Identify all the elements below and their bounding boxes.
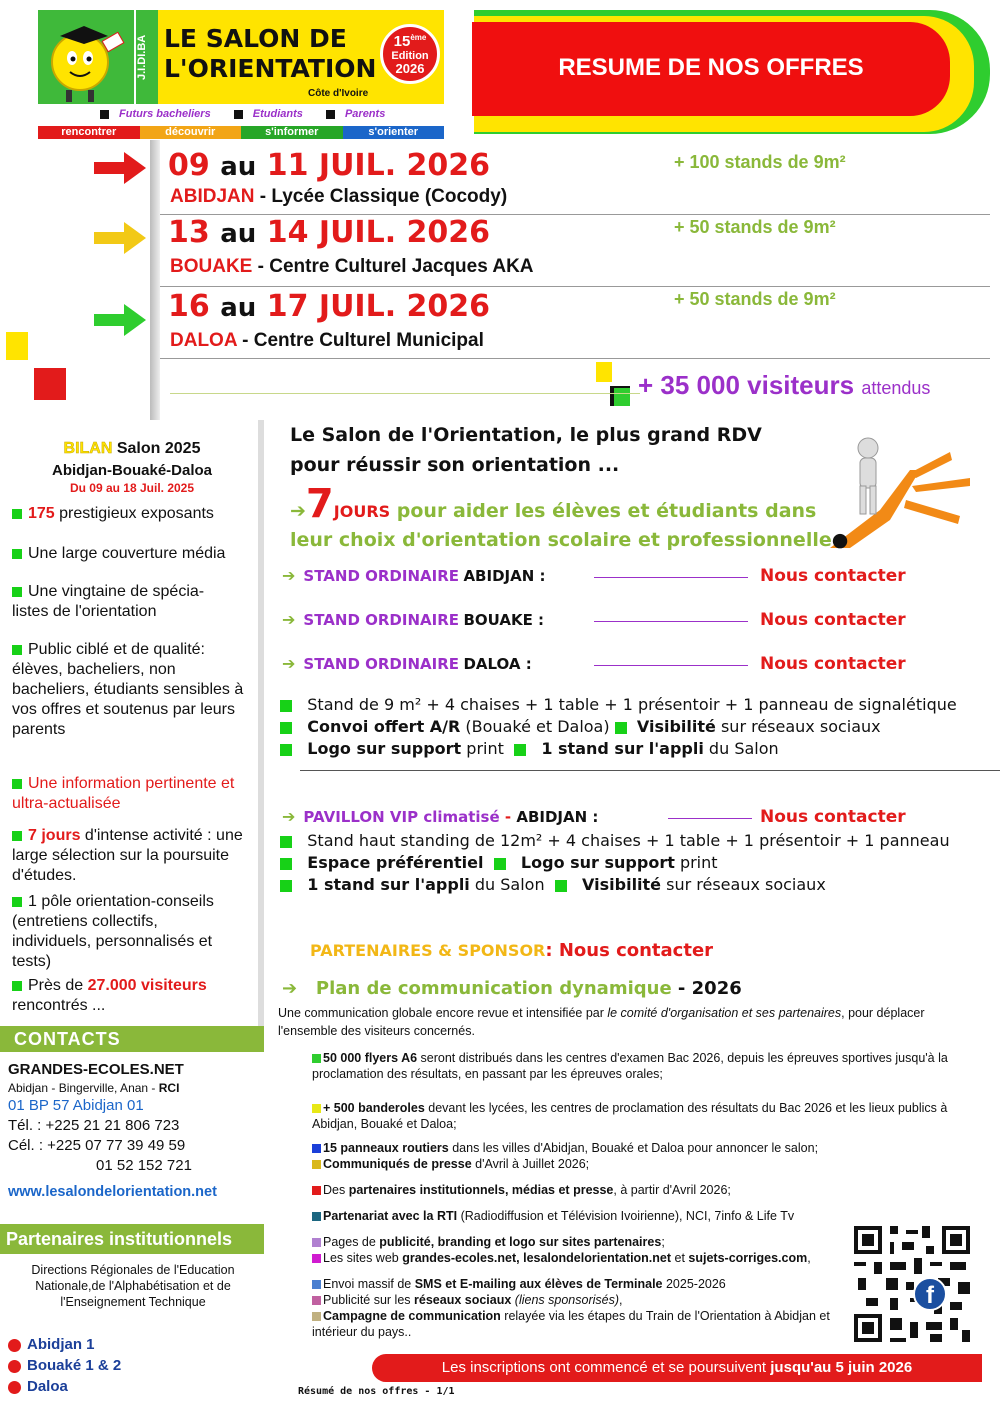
verbs-bar <box>38 126 444 139</box>
comm-plan-intro <box>278 1004 978 1040</box>
comm-item-prefix: Envoi massif de <box>323 1277 415 1291</box>
bilan-item <box>12 640 262 740</box>
bilan-title: BILAN <box>63 440 113 457</box>
verb-item: s'orienter <box>343 126 445 139</box>
bilan-item <box>12 774 262 814</box>
comm-item-bold: grandes-ecoles.net, lesalondelorientation.net <box>402 1251 672 1265</box>
stand-city: DALOA : <box>463 655 532 673</box>
partner-city: Daloa <box>27 1378 68 1395</box>
event-venue: - Centre Culturel Municipal <box>236 330 484 351</box>
partner-city: Abidjan 1 <box>27 1336 95 1353</box>
bilan-item-text: rencontrés ... <box>12 997 106 1014</box>
feature-text: Stand haut standing de 12m² + 4 chaises + 1 table + 1 présentoir + 1 panneau <box>307 831 950 850</box>
comm-item-bold: Campagne de communication <box>323 1309 501 1323</box>
comm-item-text: , à partir d'Avril 2026; <box>613 1183 731 1197</box>
partner-city: Bouaké 1 & 2 <box>27 1357 122 1374</box>
bilan-item-highlight: 175 <box>28 505 55 522</box>
comm-item-prefix: Publicité sur les <box>323 1293 415 1307</box>
left-shadow-strip <box>150 140 160 420</box>
partners-colon: : <box>545 940 553 961</box>
footer-banner-date: jusqu'au 5 juin 2026 <box>770 1359 913 1376</box>
event-stands: + 50 stands de 9m² <box>674 289 836 309</box>
feature-bold: Visibilité <box>636 717 716 736</box>
deco-square <box>596 362 612 382</box>
comm-item-text: , <box>807 1251 811 1265</box>
intro-jours: JOURS <box>333 502 391 521</box>
event-city: BOUAKE <box>170 256 253 277</box>
comm-item <box>312 1276 832 1292</box>
mascot-icon <box>38 10 134 104</box>
intro-big-number: 7 <box>305 481 334 527</box>
comm-item-text: et <box>671 1251 689 1265</box>
stand-row: ➔ STAND ORDINAIRE BOUAKE : Nous contacter <box>282 610 906 630</box>
verb-item: rencontrer <box>38 126 140 139</box>
comm-item-bold: publicité, branding et logo sur sites partenaires <box>379 1235 662 1249</box>
intro-text-1: pour aider les élèves et étudiants dans <box>396 500 817 522</box>
comm-item-text: 2025-2026 <box>662 1277 726 1291</box>
bilan-header <box>0 440 264 495</box>
event-au: au <box>220 219 257 249</box>
intro-headline-1: Le Salon de l'Orientation, le plus grand RDV <box>290 424 762 446</box>
target-item: Etudiants <box>252 108 303 120</box>
qr-code-icon[interactable] <box>850 1222 974 1346</box>
edition-badge <box>380 24 440 84</box>
feature-text: sur réseaux sociaux <box>715 717 881 736</box>
partners-line <box>310 940 713 961</box>
feature-text: du Salon <box>469 875 545 894</box>
bilan-item <box>12 976 262 1016</box>
comm-intro-text: , pour déplacer l'ensemble des visiteurs concernés. <box>278 1006 925 1038</box>
logo-title-line-1: LE SALON DE <box>164 24 347 53</box>
edition-year: 2026 <box>395 61 425 76</box>
bilan-item-highlight: 7 jours <box>28 827 81 844</box>
red-arrow-icon <box>92 150 148 186</box>
comm-item <box>312 1156 978 1172</box>
comm-item <box>312 1140 978 1156</box>
feature-line <box>280 852 718 874</box>
logo-title-line-2: L'ORIENTATION <box>164 54 377 83</box>
bilan-item-text: 1 pôle orientation-conseils (entretiens collectifs, individuels, personnalisés et tests) <box>12 893 214 970</box>
stand-city: BOUAKE : <box>463 611 545 629</box>
logo-vertical-text: J.I.DI.BA <box>136 10 158 104</box>
contacts-country: RCI <box>158 1081 180 1095</box>
bilan-item-text: Une large couverture média <box>28 545 226 562</box>
event-end: 17 JUIL. 2026 <box>266 289 491 324</box>
feature-bold: Logo sur support <box>307 739 462 758</box>
bilan-item-text: Une information pertinente et ultra-actualisée <box>12 775 235 812</box>
intro-headline-2: pour réussir son orientation ... <box>290 454 620 476</box>
event-venue: - Lycée Classique (Cocody) <box>254 186 508 207</box>
yellow-arrow-icon <box>92 220 148 256</box>
contact-link[interactable]: Nous contacter <box>760 807 906 827</box>
event-end: 14 JUIL. 2026 <box>266 215 491 250</box>
contact-link[interactable]: Nous contacter <box>760 610 906 630</box>
target-item: Futurs bacheliers <box>119 108 211 120</box>
partenaires-text: Directions Régionales de l'Education Nationale,de l'Alphabétisation et de l'Enseignement Technique <box>31 1263 235 1309</box>
bilan-item-prefix: Près de <box>28 977 88 994</box>
contacts-block <box>8 1060 258 1202</box>
intro-seven-days: ➔7JOURS pour aider les élèves et étudiants dans <box>290 481 817 527</box>
feature-text: (Bouaké et Daloa) <box>460 717 610 736</box>
comm-item-italic: (liens sponsorisés) <box>514 1293 620 1307</box>
vip-dash: - <box>499 808 517 826</box>
contacts-bp: 01 BP 57 Abidjan 01 <box>8 1097 144 1114</box>
green-arrow-icon <box>92 302 148 338</box>
edition-number: 15 <box>393 33 411 50</box>
comm-item <box>312 1292 832 1308</box>
feature-bold: Espace préférentiel <box>307 853 484 872</box>
comm-item-text: ; <box>661 1235 665 1249</box>
partenaires-cities <box>8 1334 121 1397</box>
comm-item-text: dans les villes d'Abidjan, Bouaké et Daloa pour annoncer le salon; <box>448 1141 819 1155</box>
visitors-suffix: attendus <box>861 378 931 398</box>
bilan-item-text: d'intense activité : une large sélection sur la poursuite d'études. <box>12 827 243 884</box>
event-place <box>170 256 534 278</box>
contacts-tel: Tél. : +225 21 21 806 723 <box>8 1117 180 1134</box>
intro-text-2: leur choix d'orientation scolaire et professionnelle <box>290 529 832 551</box>
contacts-org: GRANDES-ECOLES.NET <box>8 1061 184 1078</box>
partners-label: PARTENAIRES & SPONSOR <box>310 941 546 960</box>
comm-intro-text: Une communication globale encore revue et intensifiée par <box>278 1006 608 1020</box>
stand-name: STAND ORDINAIRE <box>303 655 459 673</box>
comm-item-bold: partenaires institutionnels, médias et presse <box>348 1183 614 1197</box>
feature-bold: Convoi offert A/R <box>307 717 461 736</box>
comm-plan-title: ➔ Plan de communication dynamique - 2026 <box>282 978 742 999</box>
feature-bold: 1 stand sur l'appli <box>541 739 704 758</box>
contacts-cel2: 01 52 152 721 <box>96 1157 192 1174</box>
feature-text: print <box>461 739 504 758</box>
comm-item <box>312 1050 978 1082</box>
divider <box>300 770 1000 771</box>
event-venue: - Centre Culturel Jacques AKA <box>252 256 534 277</box>
website-link[interactable]: www.lesalondelorientation.net <box>8 1184 217 1200</box>
logo-title <box>158 10 444 104</box>
comm-item-bold: 50 000 flyers A6 <box>323 1051 418 1065</box>
visitors-count <box>638 370 930 401</box>
event-end: 11 JUIL. 2026 <box>266 148 491 183</box>
verb-item: s'informer <box>241 126 343 139</box>
event-dates <box>168 215 490 250</box>
deco-square <box>6 332 28 360</box>
vip-city: ABIDJAN : <box>516 808 599 826</box>
divider <box>160 358 990 359</box>
deco-square <box>610 386 630 406</box>
bilan-dates: Du 09 au 18 Juil. 2025 <box>69 481 195 495</box>
bilan-item-text: Une vingtaine de spécia-listes de l'orientation <box>12 583 205 620</box>
partenaires-heading: Partenaires institutionnels <box>0 1224 264 1254</box>
comm-item-bold: Communiqués de presse <box>323 1157 472 1171</box>
comm-item-bold: + 500 banderoles <box>323 1101 425 1115</box>
event-start: 13 <box>168 215 210 250</box>
feature-bold: 1 stand sur l'appli <box>307 875 470 894</box>
intro-headline <box>290 420 762 480</box>
facebook-icon: f <box>926 1282 934 1310</box>
bilan-item-text: Public ciblé et de qualité: élèves, bacheliers, non bacheliers, étudiants sensibles à vos offres et soutenus par leurs parents <box>12 641 244 738</box>
comm-item-text: d'Avril à Juillet 2026; <box>471 1157 590 1171</box>
deco-square <box>34 368 66 400</box>
target-audiences <box>100 108 444 120</box>
feature-text: Stand de 9 m² + 4 chaises + 1 table + 1 présentoir + 1 panneau de signalétique <box>307 695 957 714</box>
comm-item-bold: SMS et E-mailing aux élèves de Terminale <box>414 1277 663 1291</box>
feature-line <box>280 874 826 896</box>
comm-item-text: devant les lycées, les centres de proclamation des résultats du Bac 2026 et les lieux publics à Abidjan, Bouaké et Daloa; <box>312 1101 948 1131</box>
stand-city: ABIDJAN : <box>463 567 546 585</box>
event-stands: + 50 stands de 9m² <box>674 217 836 237</box>
event-city: DALOA <box>170 330 237 351</box>
event-stands: + 100 stands de 9m² <box>674 152 846 172</box>
event-dates <box>168 148 490 183</box>
bilan-item <box>12 582 262 622</box>
logo-country: Côte d'Ivoire <box>308 88 369 99</box>
contact-link[interactable]: Nous contacter <box>760 566 906 586</box>
feature-line <box>280 716 881 738</box>
event-au: au <box>220 293 257 323</box>
event-city: ABIDJAN <box>170 186 255 207</box>
event-au: au <box>220 152 257 182</box>
vip-name: PAVILLON VIP climatisé <box>303 808 500 826</box>
feature-text: print <box>674 853 718 872</box>
target-item: Parents <box>344 108 386 120</box>
event-start: 16 <box>168 289 210 324</box>
stand-row: ➔ STAND ORDINAIRE ABIDJAN : Nous contacter <box>282 566 906 586</box>
vip-row: ➔ PAVILLON VIP climatisé - ABIDJAN : Nous contacter <box>282 807 906 827</box>
page-footer: Résumé de nos offres - 1/1 <box>298 1386 455 1397</box>
comm-item-text: (Radiodiffusion et Télévision Ivoirienne), NCI, 7info & Life Tv <box>457 1209 795 1223</box>
visitors-number: + 35 000 visiteurs <box>638 370 855 400</box>
feature-text: du Salon <box>703 739 779 758</box>
bilan-item <box>12 544 262 564</box>
intro-text-line: leur choix d'orientation scolaire et professionnelle● <box>290 529 849 551</box>
edition-word: Edition <box>391 50 429 62</box>
comm-item-text: seront distribués dans les centres d'examen Bac 2026, depuis les épreuves sportives jusqu'à la proclamation des résultats, en passant par les épreuves orales; <box>312 1051 948 1081</box>
stand-name: STAND ORDINAIRE <box>303 567 459 585</box>
divider <box>170 393 640 394</box>
feature-bold: Logo sur support <box>520 853 675 872</box>
comm-item-prefix: Les sites web <box>323 1251 403 1265</box>
partners-contact-link[interactable]: Nous contacter <box>552 940 714 961</box>
comm-plan-heading: Plan de communication dynamique <box>315 978 672 999</box>
feature-line <box>280 830 950 852</box>
comm-plan-year: - 2026 <box>671 978 742 999</box>
feature-bold: Visibilité <box>582 875 662 894</box>
contact-link[interactable]: Nous contacter <box>760 654 906 674</box>
bilan-cities: Abidjan-Bouaké-Daloa <box>51 462 213 479</box>
verb-item: découvrir <box>140 126 242 139</box>
comm-item <box>312 1308 832 1340</box>
edition-suffix: ème <box>410 33 427 42</box>
comm-item-bold: 15 panneaux routiers <box>323 1141 449 1155</box>
comm-intro-italic: le comité d'organisation et ses partenaires <box>607 1006 842 1020</box>
comm-item-bold: Partenariat avec la RTI <box>323 1209 458 1223</box>
footer-banner-text: Les inscriptions ont commencé et se poursuivent <box>441 1359 771 1376</box>
comm-item <box>312 1100 978 1132</box>
bilan-item <box>12 892 262 972</box>
comm-item <box>312 1182 978 1198</box>
footer-banner <box>372 1354 982 1382</box>
bilan-item <box>12 504 262 524</box>
feature-line <box>280 738 779 760</box>
comm-item <box>312 1234 852 1250</box>
comm-item-prefix: Pages de <box>323 1235 380 1249</box>
comm-item-bold: sujets-corriges.com <box>688 1251 808 1265</box>
stand-row: ➔ STAND ORDINAIRE DALOA : Nous contacter <box>282 654 906 674</box>
comm-item-text: relayée via les étapes du Train de l'Orientation à Abidjan et intérieur du pays.. <box>312 1309 830 1339</box>
feature-line <box>280 694 957 716</box>
feature-text: sur réseaux sociaux <box>661 875 826 894</box>
divider <box>160 286 990 287</box>
comm-item-text: , <box>619 1293 623 1307</box>
comm-item-bold: réseaux sociaux <box>414 1293 512 1307</box>
event-start: 09 <box>168 148 210 183</box>
event-place <box>170 186 507 208</box>
comm-item-prefix: Des <box>323 1183 349 1197</box>
event-dates <box>168 289 490 324</box>
event-place <box>170 330 484 352</box>
header-banner: RESUME DE NOS OFFRES <box>472 22 950 116</box>
bilan-subtitle: Salon 2025 <box>116 440 201 457</box>
bilan-item-highlight: 27.000 visiteurs <box>87 977 207 994</box>
contacts-heading: CONTACTS <box>0 1026 264 1052</box>
contacts-address: Abidjan - Bingerville, Anan - <box>8 1081 159 1095</box>
logo-mascot <box>38 10 134 104</box>
contacts-cel: Cél. : +225 07 77 39 49 59 <box>8 1137 186 1154</box>
comm-item <box>312 1250 852 1266</box>
bilan-item-text: prestigieux exposants <box>54 505 214 522</box>
bilan-item <box>12 826 262 886</box>
stand-name: STAND ORDINAIRE <box>303 611 459 629</box>
